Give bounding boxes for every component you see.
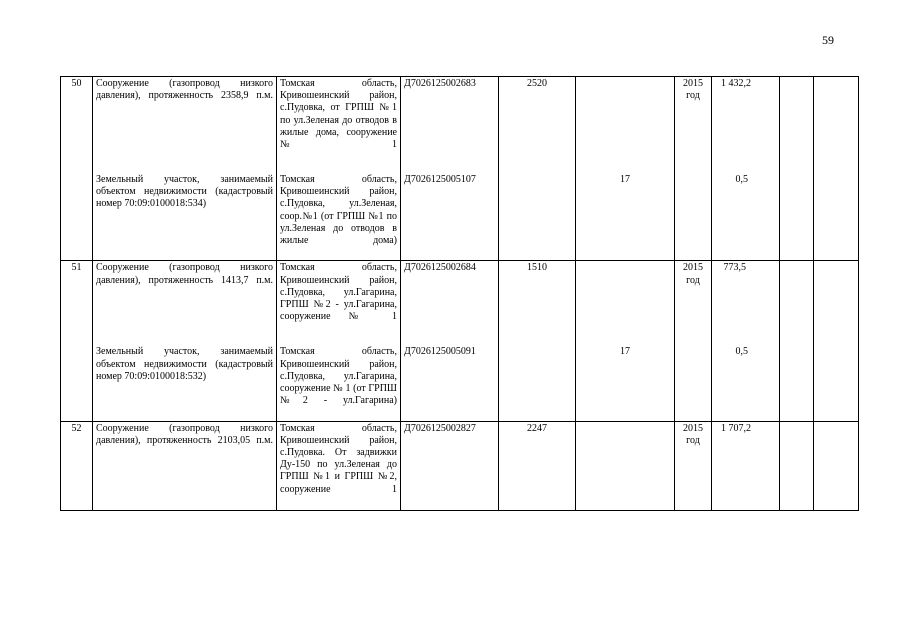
table-row xyxy=(61,77,859,261)
land-area: 17 xyxy=(620,174,630,185)
registry-number-cell xyxy=(401,261,499,421)
registry-number-cell xyxy=(401,77,499,261)
empty-cell xyxy=(780,421,814,510)
land-reg-no: Д7026125005091 xyxy=(404,346,476,358)
cost-cell xyxy=(712,261,780,421)
object-name-cell xyxy=(93,261,277,421)
length-cell xyxy=(499,77,576,261)
area-cell xyxy=(576,261,675,421)
land-cost: 0,5 xyxy=(735,174,748,185)
building-year: 2015 год xyxy=(683,78,703,102)
property-registry-table xyxy=(60,76,859,511)
land-cost: 0,5 xyxy=(735,346,748,358)
year-cell xyxy=(675,261,712,421)
building-reg-no: Д7026125002683 xyxy=(404,78,476,89)
empty-cell xyxy=(780,261,814,421)
building-address: Томская область, Кривошеинский район, с.Пудовка. От задвижки Ду-150 по ул.Зеленая до ГРПШ №1 и ГРПШ №2, сооружение 1 xyxy=(280,422,397,495)
table-row xyxy=(61,421,859,510)
row-number: 52 xyxy=(61,421,93,510)
building-year: 2015 год xyxy=(683,422,703,446)
empty-cell xyxy=(814,421,859,510)
length-cell xyxy=(499,421,576,510)
building-address: Томская область, Кривошеинский район, с.Пудовка, ул.Гагарина, ГРПШ №2 - ул.Гагарина, сооружение № 1 xyxy=(280,262,397,323)
building-reg-no: Д7026125002684 xyxy=(404,262,476,274)
building-length: 2247 xyxy=(527,422,547,434)
building-name: Сооружение (газопровод низкого давления), протяженность 2358,9 п.м. xyxy=(96,78,273,102)
empty-cell xyxy=(814,77,859,261)
address-cell xyxy=(277,77,401,261)
cost-cell xyxy=(712,77,780,261)
building-cost: 1 432,2 xyxy=(721,78,751,89)
building-length: 1510 xyxy=(527,262,547,274)
year-cell xyxy=(675,421,712,510)
address-cell xyxy=(277,261,401,421)
land-name: Земельный участок, занимаемый объектом недвижимости (кадастровый номер 70:09:0100018:532) xyxy=(96,346,273,382)
registry-number-cell xyxy=(401,421,499,510)
object-name-cell xyxy=(93,77,277,261)
building-year: 2015 год xyxy=(683,262,703,286)
building-reg-no: Д7026125002827 xyxy=(404,422,476,434)
area-cell xyxy=(576,77,675,261)
length-cell xyxy=(499,261,576,421)
object-name-cell xyxy=(93,421,277,510)
building-cost: 773,5 xyxy=(723,262,746,274)
area-cell xyxy=(576,421,675,510)
year-cell xyxy=(675,77,712,261)
land-name: Земельный участок, занимаемый объектом недвижимости (кадастровый номер 70:09:0100018:534) xyxy=(96,174,273,210)
empty-cell xyxy=(780,77,814,261)
row-number: 50 xyxy=(61,77,93,261)
empty-cell xyxy=(814,261,859,421)
cost-cell xyxy=(712,421,780,510)
land-area: 17 xyxy=(620,346,630,358)
building-cost: 1 707,2 xyxy=(721,422,751,434)
table-row xyxy=(61,261,859,421)
page-number: 59 xyxy=(822,33,834,47)
building-name: Сооружение (газопровод низкого давления), протяженность 2103,05 п.м. xyxy=(96,422,273,446)
land-reg-no: Д7026125005107 xyxy=(404,174,476,185)
building-address: Томская область, Кривошеинский район, с.Пудовка, от ГРПШ №1 по ул.Зеленая до отводов в жилые дома, сооружение №1 xyxy=(280,78,397,151)
land-address: Томская область, Кривошеинский район, с.Пудовка, ул.Гагарина, сооружение № 1 (от ГРПШ №2 - ул.Гагарина) xyxy=(280,346,397,407)
building-name: Сооружение (газопровод низкого давления), протяженность 1413,7 п.м. xyxy=(96,262,273,286)
address-cell xyxy=(277,421,401,510)
land-address: Томская область, Кривошеинский район, с.Пудовка, ул.Зеленая, соор.№1 (от ГРПШ №1 по ул.Зеленая до отводов в жилые дома) xyxy=(280,174,397,247)
building-length: 2520 xyxy=(527,78,547,89)
row-number: 51 xyxy=(61,261,93,421)
